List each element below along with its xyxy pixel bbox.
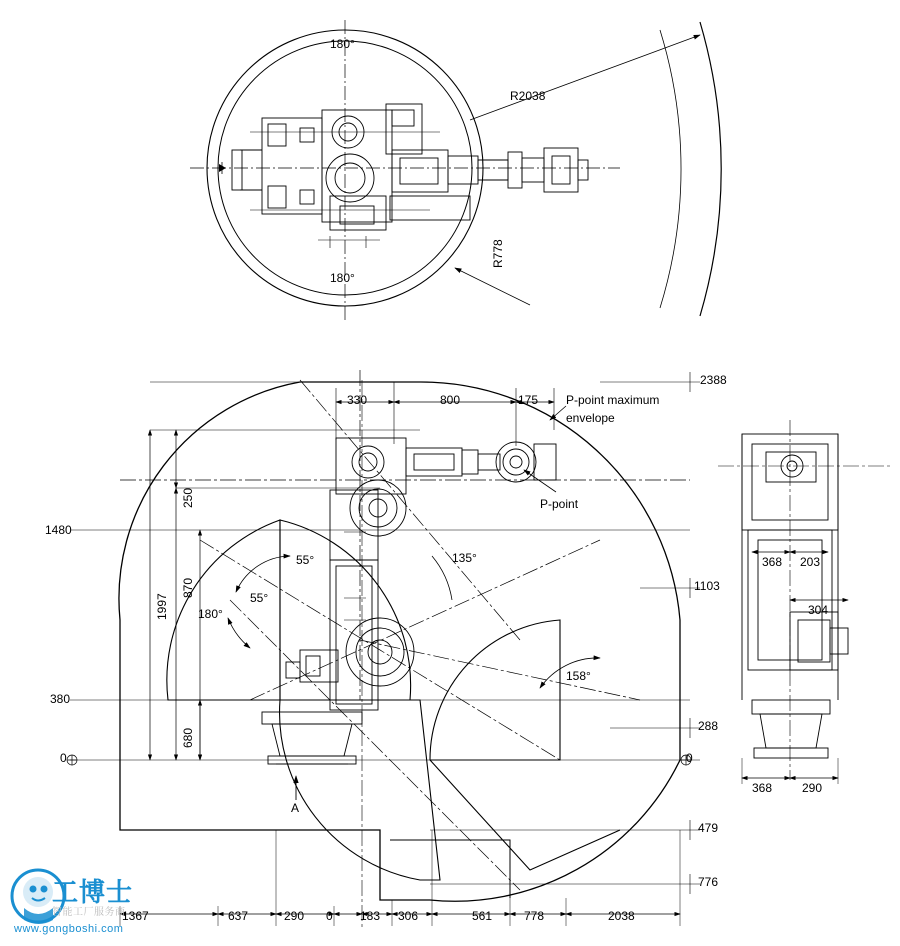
dim-203: 203 [800,555,821,569]
dim-288: 288 [698,719,719,733]
dim-183: 183 [360,909,381,923]
p-point-label: P-point [540,497,579,511]
dim-1997: 1997 [155,593,169,620]
top-view-angle-bottom: 180° [330,271,355,285]
top-view-radius-inner: R778 [491,239,505,268]
dim-637: 637 [228,909,249,923]
angle-55-upper: 55° [296,553,315,567]
dim-175: 175 [518,393,539,407]
front-view-geometry [718,420,890,784]
dim-1103: 1103 [694,579,720,593]
dim-380: 380 [50,692,71,706]
dim-0-right: 0 [686,751,693,765]
dim-800: 800 [440,393,461,407]
dim-0-left: 0 [60,751,67,765]
p-point-max-envelope-label-line2: envelope [566,411,615,425]
dim-870: 870 [181,577,195,598]
angle-55-lower: 55° [250,591,269,605]
dim-0-bottom: 0 [326,909,333,923]
dim-479: 479 [698,821,719,835]
dim-2038: 2038 [608,909,635,923]
dim-330: 330 [347,393,368,407]
dim-368-upper: 368 [762,555,783,569]
dim-776: 776 [698,875,719,889]
dim-368-lower: 368 [752,781,773,795]
watermark-tagline: 智能工厂服务商 [52,907,126,918]
dim-778: 778 [524,909,545,923]
dim-2388: 2388 [700,373,727,387]
side-view-geometry [67,370,700,930]
dim-290-front: 290 [802,781,823,795]
dim-561: 561 [472,909,493,923]
top-view-geometry [190,20,721,320]
angle-180: 180° [198,607,223,621]
top-view-angle-top: 180° [330,37,355,51]
dim-290-bottom: 290 [284,909,305,923]
p-point-max-envelope-label-line1: P-point maximum [566,393,660,407]
top-view-radius-outer: R2038 [510,89,546,103]
watermark-url: www.gongboshi.com [14,923,124,935]
dim-306: 306 [398,909,419,923]
dim-680: 680 [181,727,195,748]
dim-250: 250 [181,487,195,508]
section-mark-a: A [291,801,300,815]
watermark-brand: 工博士 [52,877,134,907]
dim-304: 304 [808,603,829,617]
dim-1367: 1367 [122,909,149,923]
dim-1480: 1480 [45,523,72,537]
angle-135: 135° [452,551,477,565]
angle-158: 158° [566,669,591,683]
